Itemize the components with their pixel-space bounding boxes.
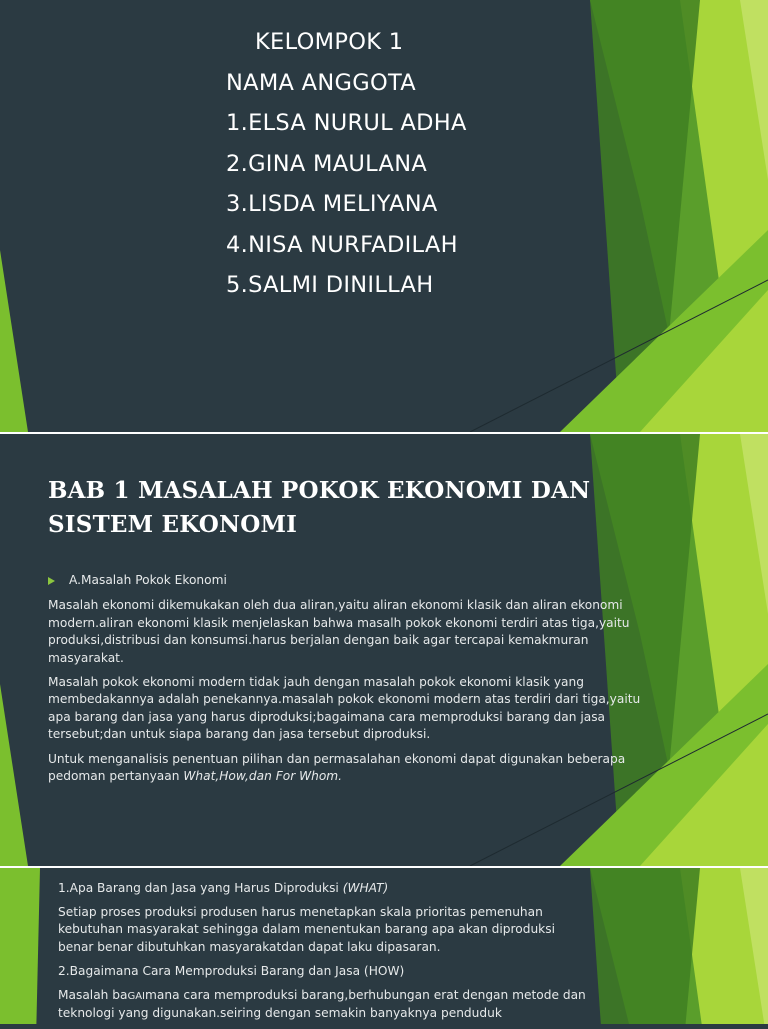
paragraph-3 (48, 751, 644, 786)
paragraph-3-text: Untuk menganalisis penentuan pilihan dan permasalahan ekonomi dapat digunakan beberapa pedoman pertanyaan (48, 751, 626, 784)
group-title: KELOMPOK 1 (255, 29, 404, 55)
group-member-list (226, 22, 586, 306)
subheading-what-italic: (WHAT) (342, 881, 389, 895)
chapter-title-line-2: SISTEM EKONOMI (48, 511, 298, 538)
paragraph-how (58, 987, 594, 1022)
triangle-bullet-icon (48, 577, 55, 585)
member-3: 3.LISDA MELIYANA (226, 191, 438, 217)
subheading-what (58, 880, 594, 897)
paragraph-what: Setiap proses produksi produsen harus menetapkan skala prioritas pemenuhan kebutuhan masyarakat sehingga dalam menentukan barang apa akan diproduksi benar benar dibutuhkan masyarakatdan dapat laku dipasaran. (58, 905, 555, 954)
subheading-what-text: 1.Apa Barang dan Jasa yang Harus Diproduksi (58, 881, 343, 895)
paragraph-how-c: mana cara memproduksi barang,berhubungan erat dengan metode dan teknologi yang digunakan.seiring dengan semakin banyaknya penduduk (58, 988, 586, 1021)
chapter-title (48, 474, 608, 542)
paragraph-how-a: Masalah ba (58, 988, 128, 1003)
paragraph-3-italic: What,How,dan For Whom. (183, 769, 343, 784)
subheading-how: 2.Bagaimana Cara Memproduksi Barang dan Jasa (HOW) (58, 963, 405, 978)
paragraph-1: Masalah ekonomi dikemukakan oleh dua aliran,yaitu aliran ekonomi klasik dan aliran ekonomi modern.aliran ekonomi klasik menjelaskan bahwa masalh pokok ekonomi terdiri atas tiga,yaitu produksi,distribusi dan konsumsi.harus berjalan dengan baik agar tercapai kemakmuran masyarakat. (48, 598, 630, 665)
section-bullet (48, 572, 644, 589)
member-1: 1.ELSA NURUL ADHA (226, 110, 467, 136)
member-5: 5.SALMI DINILLAH (226, 272, 434, 298)
section-heading: A.Masalah Pokok Ekonomi (69, 573, 227, 587)
paragraph-how-b: GAI (127, 991, 146, 1003)
member-4: 4.NISA NURFADILAH (226, 231, 458, 258)
slide-3-body (58, 880, 594, 1029)
paragraph-2: Masalah pokok ekonomi modern tidak jauh dengan masalah pokok ekonomi klasik yang membedakannya adalah penekannya.masalah pokok ekonomi modern atas terdiri dari tiga,yaitu apa barang dan jasa yang harus diproduksi;bagaimana cara memproduksi barang dan jasa tersebut;dan untuk siapa barang dan jasa tersebut diproduksi. (48, 675, 641, 742)
member-2: 2.GINA MAULANA (226, 150, 428, 177)
slide-1 (0, 0, 768, 432)
chapter-title-line-1: BAB 1 MASALAH POKOK EKONOMI DAN (48, 477, 591, 504)
members-heading: NAMA ANGGOTA (226, 69, 416, 96)
slide-2-body (48, 572, 644, 792)
